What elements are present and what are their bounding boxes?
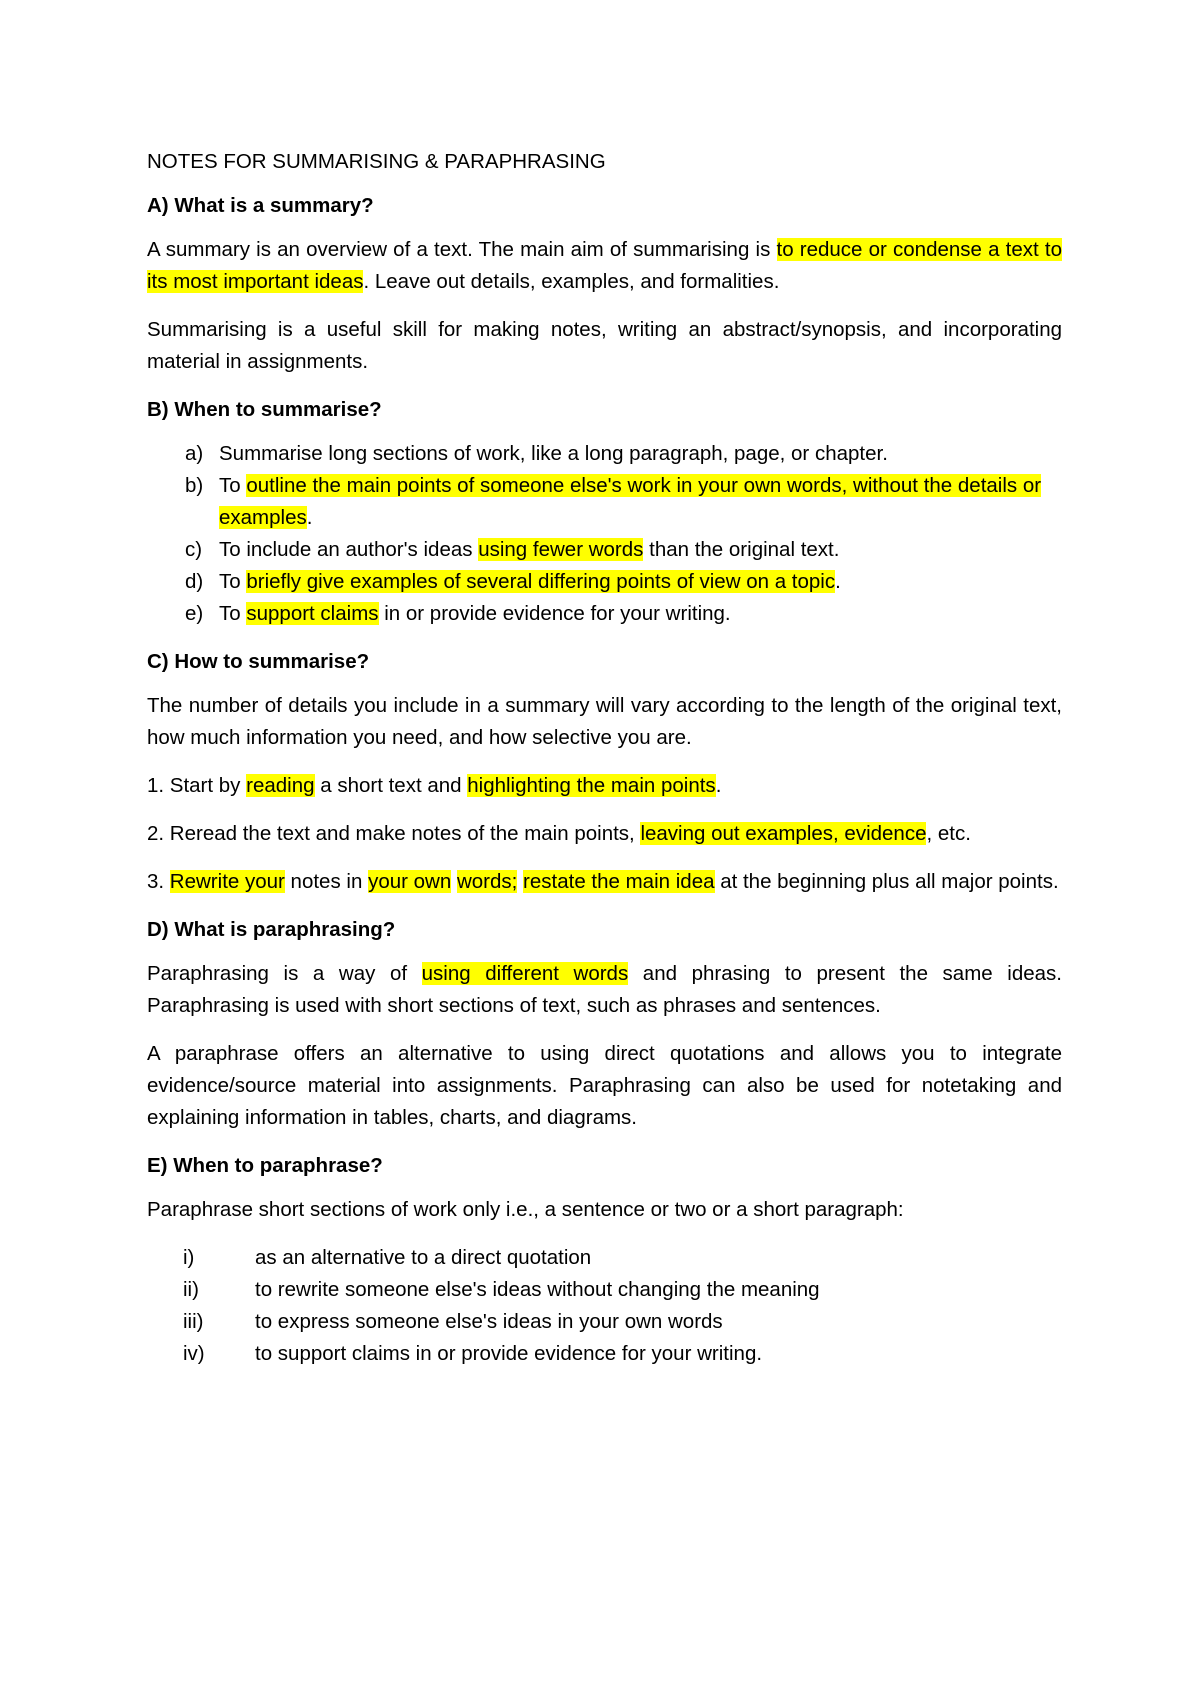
list-marker: iii)	[183, 1310, 204, 1333]
list-item-text	[219, 470, 1062, 534]
list-marker: i)	[183, 1246, 195, 1269]
text-run: To	[219, 570, 247, 593]
text-run: 1. Start by	[147, 774, 247, 797]
section-d-paragraph-2: A paraphrase offers an alternative to using direct quotations and allows you to integrate evidence/source material into assignments. Paraphrasing can also be used for notetaking and explaining information in tables, charts, and diagrams.	[147, 1042, 1062, 1129]
text-run: at the beginning plus all major points.	[714, 870, 1059, 893]
list-item-text: to rewrite someone else's ideas without changing the meaning	[255, 1278, 820, 1301]
list-marker: ii)	[183, 1278, 199, 1301]
highlighted-text: restate the main idea	[523, 870, 715, 893]
list-item	[147, 1274, 1062, 1306]
list-item	[147, 1242, 1062, 1274]
list-marker: e)	[185, 602, 204, 625]
text-run: A summary is an overview of a text. The main aim of summarising is	[147, 238, 777, 261]
list-item	[147, 1306, 1062, 1338]
text-run: .	[835, 570, 841, 593]
text-run: a short text and	[314, 774, 468, 797]
summarise-reasons-list	[147, 438, 1062, 630]
list-item-text: as an alternative to a direct quotation	[255, 1246, 592, 1269]
text-run: .	[715, 774, 722, 797]
list-marker: iv)	[183, 1342, 205, 1365]
list-item-text	[219, 534, 1062, 566]
list-marker: a)	[185, 442, 204, 465]
text-run: Summarise long sections of work, like a long paragraph, page, or chapter.	[219, 442, 888, 465]
text-run: in or provide evidence for your writing.	[378, 602, 731, 625]
list-item	[147, 534, 1062, 566]
highlighted-text: using fewer words	[478, 538, 644, 561]
section-a-heading: A) What is a summary?	[147, 194, 374, 217]
list-marker: b)	[185, 474, 204, 497]
text-run: Paraphrasing is a way of	[147, 962, 422, 985]
text-run: To include an author's ideas	[219, 538, 479, 561]
list-item-text	[219, 598, 1062, 630]
highlighted-text: support claims	[246, 602, 379, 625]
highlighted-text: briefly give examples of several differing points of view on a topic	[246, 570, 836, 593]
text-run: To	[219, 474, 247, 497]
section-a-paragraph-2: Summarising is a useful skill for making notes, writing an abstract/synopsis, and incorporating material in assignments.	[147, 318, 1062, 373]
highlighted-text: highlighting the main points	[467, 774, 716, 797]
list-item-text: to express someone else's ideas in your own words	[255, 1310, 723, 1333]
section-b-heading: B) When to summarise?	[147, 398, 382, 421]
list-item-text	[219, 566, 1062, 598]
section-a-paragraph-1	[147, 234, 1062, 298]
section-d-heading: D) What is paraphrasing?	[147, 918, 396, 941]
text-run: . Leave out details, examples, and formalities.	[363, 270, 780, 293]
text-run: .	[306, 506, 313, 529]
section-d-paragraph-1	[147, 958, 1062, 1022]
text-run: 3.	[147, 870, 170, 893]
text-run: 2. Reread the text and make notes of the main points,	[147, 822, 641, 845]
highlighted-text: your own	[368, 870, 452, 893]
section-e-intro: Paraphrase short sections of work only i.e., a sentence or two or a short paragraph:	[147, 1198, 904, 1221]
document-title: NOTES FOR SUMMARISING & PARAPHRASING	[147, 150, 606, 173]
highlighted-text: Rewrite your	[169, 870, 285, 893]
list-item-text	[219, 438, 1062, 470]
step-1	[147, 770, 1062, 802]
list-item	[147, 566, 1062, 598]
highlighted-text: leaving out examples, evidence	[640, 822, 927, 845]
paraphrase-reasons-list	[147, 1242, 1062, 1370]
text-run: notes in	[284, 870, 369, 893]
list-item	[147, 438, 1062, 470]
list-item	[147, 470, 1062, 534]
highlighted-text: reading	[246, 774, 315, 797]
text-run: than the original text.	[643, 538, 840, 561]
text-run: To	[219, 602, 247, 625]
list-item	[147, 598, 1062, 630]
list-item-text: to support claims in or provide evidence for your writing.	[255, 1342, 763, 1365]
text-run: and phrasing to present the same ideas. Paraphrasing is used with short sections of text, such as phrases and sentences.	[147, 962, 1062, 1017]
highlighted-text: outline the main points of someone else's work in your own words, without the details or examples	[219, 474, 1042, 529]
text-run: , etc.	[926, 822, 971, 845]
step-3	[147, 866, 1062, 898]
list-marker: c)	[185, 538, 203, 561]
section-e-heading: E) When to paraphrase?	[147, 1154, 383, 1177]
section-c-intro: The number of details you include in a summary will vary according to the length of the original text, how much information you need, and how selective you are.	[147, 694, 1062, 749]
list-marker: d)	[185, 570, 204, 593]
step-2	[147, 818, 1062, 850]
highlighted-text: to reduce or condense a text to its most important ideas	[147, 238, 1062, 293]
highlighted-text: using different words	[421, 962, 629, 985]
highlighted-text: words;	[456, 870, 518, 893]
section-c-heading: C) How to summarise?	[147, 650, 370, 673]
list-item	[147, 1338, 1062, 1370]
